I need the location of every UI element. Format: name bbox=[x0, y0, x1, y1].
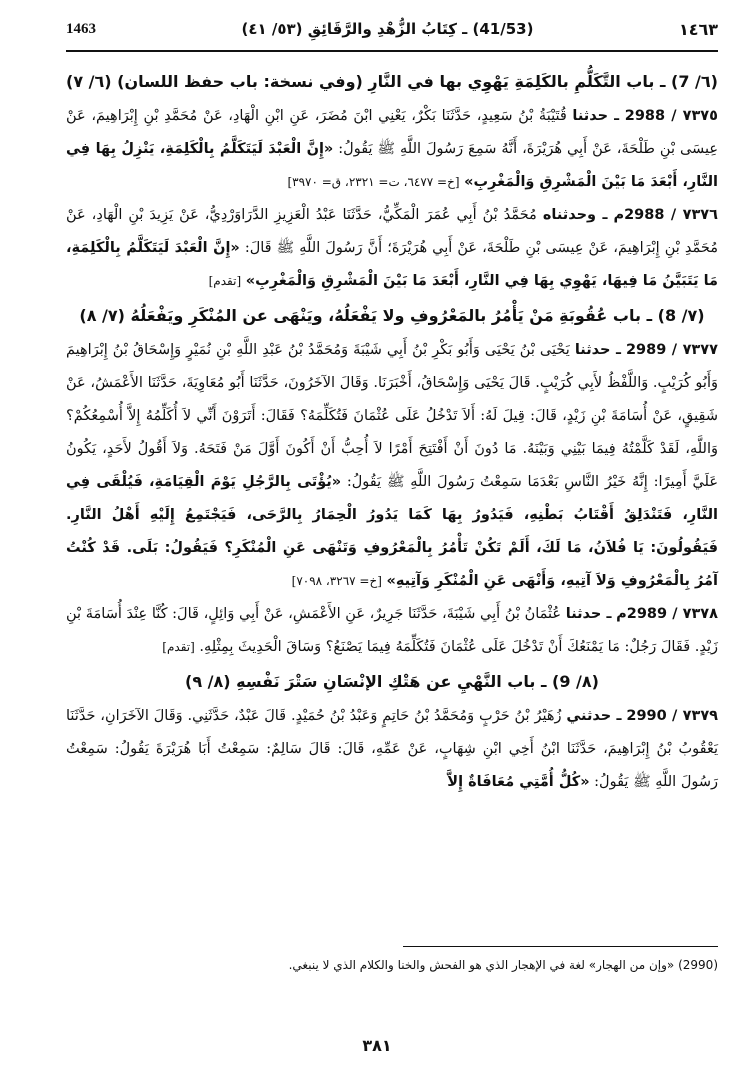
running-title: (41/53) ـ كِتَابُ الزُّهْدِ والرَّقَائِقِ (٥٣/ ٤١) bbox=[241, 20, 534, 38]
hadith-reference: [خ= ٣٢٦٧، ٧٠٩٨] bbox=[291, 574, 382, 588]
hadith-keyword: ـ حدثنا bbox=[565, 606, 612, 622]
footer-page-number: ٣٨١ bbox=[362, 1036, 392, 1055]
hadith-chain: يَحْيَى بْنُ يَحْيَى وَأَبُو بَكْرِ بْنُ أَبِي شَيْبَةَ وَمُحَمَّدُ بْنُ عَبْدِ اللَّهِ بْنِ نُمَيْرٍ وَإِسْحَاقُ بْنُ إِبْرَاهِيمَ وَأَبُو كُرَيْبٍ. وَاللَّفْظُ لأَبِي كُرَيْبٍ. قَالَ يَحْيَى وَإِسْحَاقُ، أَخْبَرَنَا. وَقَالَ الآخَرُونَ، حَدَّثَنَا أَبُو مُعَاوِيَةَ، حَدَّثَنَا الأَعْمَشُ، عَنْ شَقِيقٍ، عَنْ أُسَامَةَ بْنِ زَيْدٍ، قَالَ: قِيلَ لَهُ: أَلاَ تَدْخُلُ عَلَى عُثْمَانَ فَتُكَلِّمَهُ؟ فَقَالَ: أَتَرَوْنَ أَنِّي لاَ أُكَلِّمُهُ إِلاَّ أُسْمِعُكُمْ؟ وَاللَّهِ، لَقَدْ كَلَّمْتُهُ فِيمَا بَيْنِي وَبَيْنَهُ. مَا دُونَ أَنْ أَفْتَتِحَ أَمْرًا لاَ أُحِبُّ أَنْ أَكُونَ أَوَّلَ مَنْ فَتَحَهُ. وَلاَ أَقُولُ لأَحَدٍ، يَكُونُ عَلَيَّ أَمِيرًا: إِنَّهُ خَيْرُ النَّاسِ بَعْدَمَا سَمِعْتُ رَسُولَ اللَّهِ ﷺ يَقُولُ: bbox=[66, 342, 719, 490]
hadith-keyword: ـ وحدثناه bbox=[542, 207, 608, 223]
hadith-number: ٧٣٧٧ / 2989 bbox=[625, 342, 718, 358]
header-rule bbox=[66, 50, 718, 52]
page-header bbox=[66, 14, 718, 44]
hadith-reference: [تقدم] bbox=[208, 274, 242, 288]
hadith-number: ٧٣٧٩ / 2990 bbox=[626, 708, 719, 724]
hadith-reference: [خ= ٦٤٧٧، ت= ٢٣٢١، ق= ٣٩٧٠] bbox=[287, 175, 460, 189]
page-number-latin: 1463 bbox=[66, 20, 96, 37]
hadith-7379 bbox=[66, 700, 718, 799]
hadith-number: ٧٣٧٦ / 2988م bbox=[613, 207, 719, 223]
hadith-keyword: ـ حدثنا bbox=[574, 342, 621, 358]
page-body bbox=[66, 64, 718, 799]
chapter-heading-9: (٨/ 9) ـ باب النَّهْيِ عن هَتْكِ الإنْسَانِ سَتْرَ نَفْسِهِ (٨/ ٩) bbox=[185, 672, 599, 691]
chapter-heading-7: (٦/ 7) ـ باب التَّكَلُّمِ بالكَلِمَةِ يَهْوِي بها في النَّارِ (وفي نسخة: باب حفظ اللسان) (٦/ ٧) bbox=[66, 72, 718, 91]
hadith-7376 bbox=[66, 199, 718, 298]
footnote: (2990) «وإن من الهجار» لغة في الإهجار الذي هو الفحش والخنا والكلام الذي لا ينبغي. bbox=[288, 958, 718, 972]
hadith-chain: مُحَمَّدُ بْنُ أَبِي عُمَرَ الْمَكِّيُّ، حَدَّثَنَا عَبْدُ الْعَزِيزِ الدَّرَاوَرْدِيُّ، عَنْ يَزِيدَ بْنِ الْهَادِ، عَنْ مُحَمَّدِ بْنِ إِبْرَاهِيمَ، عَنْ عِيسَى بْنِ طَلْحَةَ، عَنْ أَبِي هُرَيْرَةَ؛ أَنَّ رَسُولَ اللَّهِ ﷺ قَالَ: bbox=[66, 207, 719, 256]
hadith-chain: قُتَيْبَةُ بْنُ سَعِيدٍ، حَدَّثَنَا بَكْرٌ، يَعْنِي ابْنَ مُضَرَ، عَنِ ابْنِ الْهَادِ، عَنْ مُحَمَّدِ بْنِ إِبْرَاهِيمَ، عَنْ عِيسَى بْنِ طَلْحَةَ، عَنْ أَبِي هُرَيْرَةَ، أَنَّهُ سَمِعَ رَسُولَ اللَّهِ ﷺ يَقُولُ: bbox=[66, 108, 718, 157]
hadith-keyword: ـ حدثنا bbox=[572, 108, 620, 124]
hadith-matn: «إِنَّ الْعَبْدَ لَيَتَكَلَّمُ بِالْكَلِمَةِ، يَنْزِلُ بِهَا فِي النَّارِ، أَبْعَدَ مَا بَيْنَ الْمَشْرِقِ وَالْمَغْرِبِ» bbox=[66, 141, 718, 190]
hadith-reference: [تقدم] bbox=[162, 640, 195, 654]
page-number-arabic: ١٤٦٣ bbox=[678, 19, 718, 39]
hadith-keyword: ـ حدثني bbox=[566, 708, 622, 724]
hadith-7377 bbox=[66, 334, 718, 598]
hadith-matn: «إِنَّ الْعَبْدَ لَيَتَكَلَّمُ بِالْكَلِمَةِ، مَا يَتَبَيَّنُ مَا فِيهَا، يَهْوِي بِهَا فِي النَّارِ، أَبْعَدَ مَا بَيْنَ الْمَشْرِقِ وَالْمَغْرِبِ» bbox=[66, 240, 718, 289]
hadith-7375 bbox=[66, 100, 718, 199]
hadith-chain: زُهَيْرُ بْنُ حَرْبٍ وَمُحَمَّدُ بْنُ حَاتِمٍ وَعَبْدُ بْنُ حُمَيْدٍ. قَالَ عَبْدٌ، حَدَّثَنِي. وَقَالَ الآخَرَانِ، حَدَّثَنَا يَعْقُوبُ بْنُ إِبْرَاهِيمَ، حَدَّثَنَا ابْنُ أَخِي ابْنِ شِهَابٍ، عَنْ عَمِّهِ، قَالَ: قَالَ سَالِمٌ: سَمِعْتُ أَبَا هُرَيْرَةَ يَقُولُ: سَمِعْتُ رَسُولَ اللَّهِ ﷺ يَقُولُ: bbox=[66, 708, 718, 790]
footnote-rule bbox=[403, 946, 718, 947]
hadith-matn: «كُلُّ أُمَّتِي مُعَافَاةٌ إِلاَّ bbox=[447, 774, 590, 790]
hadith-7378 bbox=[66, 598, 718, 664]
hadith-number: ٧٣٧٨ / 2989م bbox=[616, 606, 719, 622]
chapter-heading-8: (٧/ 8) ـ باب عُقُوبَةِ مَنْ يَأْمُرُ بالمَعْرُوفِ ولا يَفْعَلُهُ، ويَنْهَى عن المُنْكَرِ ويَفْعَلُهُ (٧/ ٨) bbox=[79, 306, 705, 325]
hadith-chain: عُثْمَانُ بْنُ أَبِي شَيْبَةَ، حَدَّثَنَا جَرِيرٌ، عَنِ الأَعْمَشِ، عَنْ أَبِي وَائِلٍ، قَالَ: كُنَّا عِنْدَ أُسَامَةَ بْنِ زَيْدٍ. فَقَالَ رَجُلٌ: مَا يَمْنَعُكَ أَنْ تَدْخُلَ عَلَى عُثْمَانَ فَتُكَلِّمَهُ فِيمَا يَصْنَعُ؟ وَسَاقَ الْحَدِيثَ بِمِثْلِهِ. bbox=[66, 606, 718, 655]
hadith-number: ٧٣٧٥ / 2988 bbox=[624, 108, 718, 124]
hadith-matn: «يُؤْتَى بِالرَّجُلِ يَوْمَ الْقِيَامَةِ، فَيُلْقَى فِي النَّارِ، فَتَنْدَلِقُ أَقْتَابُ بَطْنِهِ، فَيَدُورُ بِهَا كَمَا يَدُورُ الْحِمَارُ بِالرَّحَى، فَيَجْتَمِعُ إِلَيْهِ أَهْلُ النَّارِ. فَيَقُولُونَ: يَا فُلاَنُ، مَا لَكَ، أَلَمْ تَكُنْ تَأْمُرُ بِالْمَعْرُوفِ وَتَنْهَى عَنِ الْمُنْكَرِ؟ فَيَقُولُ: بَلَى. قَدْ كُنْتُ آمُرُ بِالْمَعْرُوفِ وَلاَ آتِيهِ، وَأَنْهَى عَنِ الْمُنْكَرِ وَآتِيهِ» bbox=[66, 474, 718, 589]
